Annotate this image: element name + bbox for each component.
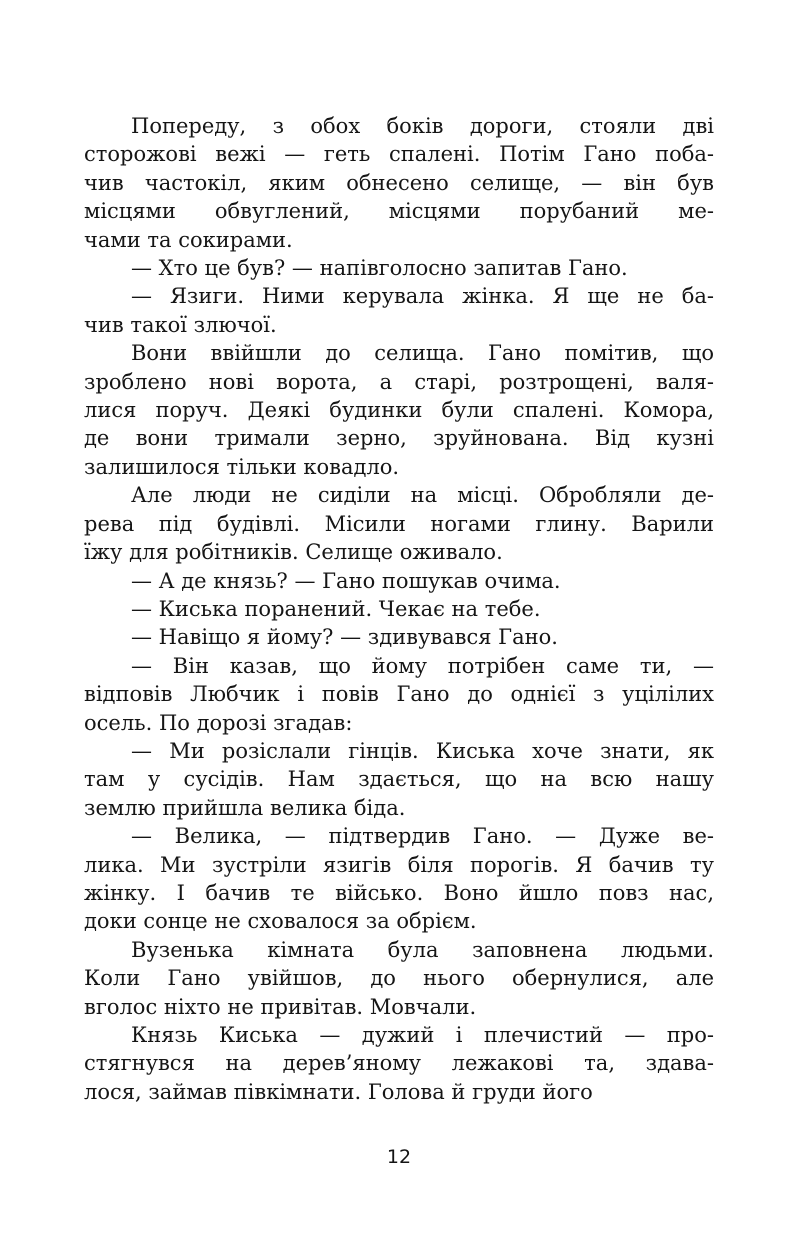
paragraph — [84, 737, 714, 822]
text-line: вголос ніхто не привітав. Мовчали. — [84, 994, 477, 1019]
text-line: доки сонце не сховалося за обрієм. — [84, 909, 477, 934]
paragraph — [84, 936, 714, 1021]
text-line: лися поруч. Деякі будинки були спалені. Комора, — [84, 398, 714, 423]
paragraph — [84, 652, 714, 737]
text-line: — Язиги. Ними керувала жінка. Я ще не ба- — [131, 284, 714, 309]
paragraph — [84, 282, 714, 339]
text-line: відповів Любчик і повів Гано до однієї з уцілілих — [84, 682, 714, 707]
text-line: — Хто це був? — напівголосно запитав Гано. — [131, 256, 628, 281]
text-line: лося, займав півкімнати. Голова й груди його — [84, 1079, 593, 1104]
text-line: землю прийшла велика біда. — [84, 795, 406, 820]
text-line: Коли Гано увійшов, до нього обернулися, але — [84, 966, 714, 991]
text-line: осель. По дорозі згадав: — [84, 710, 353, 735]
paragraph — [84, 481, 714, 566]
text-line: де вони тримали зерно, зруйнована. Від кузні — [84, 426, 714, 451]
text-line: — Ми розіслали гінців. Киська хоче знати, як — [131, 738, 714, 763]
text-line: — Навіщо я йому? — здивувався Гано. — [131, 625, 558, 650]
text-line: лика. Ми зустріли язигів біля порогів. Я бачив ту — [84, 852, 714, 877]
text-line: Але люди не сиділи на місці. Обробляли де- — [131, 483, 714, 508]
text-line: — Він казав, що йому потрібен саме ти, — — [131, 653, 714, 678]
text-line: — Киська поранений. Чекає на тебе. — [131, 596, 541, 621]
text-line: сторожові вежі — геть спалені. Потім Гано поба- — [84, 142, 714, 167]
text-line: Попереду, з обох боків дороги, стояли дві — [131, 114, 714, 138]
paragraph — [84, 567, 714, 595]
text-line: стягнувся на дерев’яному лежакові та, здава- — [84, 1051, 714, 1076]
text-line: там у сусідів. Нам здається, що на всю нашу — [84, 767, 714, 792]
paragraph — [84, 623, 714, 651]
paragraph — [84, 595, 714, 623]
text-line: їжу для робітників. Селище оживало. — [84, 540, 503, 565]
text-line: Вузенька кімната була заповнена людьми. — [131, 937, 714, 962]
text-line: жінку. І бачив те військо. Воно йшло повз нас, — [84, 880, 714, 905]
paragraph — [84, 339, 714, 481]
text-line: — А де князь? — Гано пошукав очима. — [131, 568, 561, 593]
page-number: 12 — [386, 1146, 412, 1168]
text-line: Князь Киська — дужий і плечистий — про- — [131, 1023, 714, 1047]
paragraph — [84, 822, 714, 936]
text-line: зроблено нові ворота, а старі, розтрощені, валя- — [84, 369, 714, 394]
text-line: Вони ввійшли до селища. Гано помітив, що — [131, 341, 714, 366]
text-line: залишилося тільки ковадло. — [84, 454, 400, 479]
text-line: рева під будівлі. Місили ногами глину. Варили — [84, 511, 714, 536]
paragraph — [84, 1021, 714, 1106]
text-line: чив частокіл, яким обнесено селище, — він був — [84, 170, 714, 195]
text-line: — Велика, — підтвердив Гано. — Дуже ве- — [131, 824, 714, 849]
paragraph — [84, 112, 714, 254]
text-line: чив такої злючої. — [84, 312, 277, 337]
text-line: місцями обвуглений, місцями порубаний ме- — [84, 199, 714, 224]
text-line: чами та сокирами. — [84, 227, 293, 252]
paragraph — [84, 254, 714, 282]
page-text — [84, 112, 714, 1106]
